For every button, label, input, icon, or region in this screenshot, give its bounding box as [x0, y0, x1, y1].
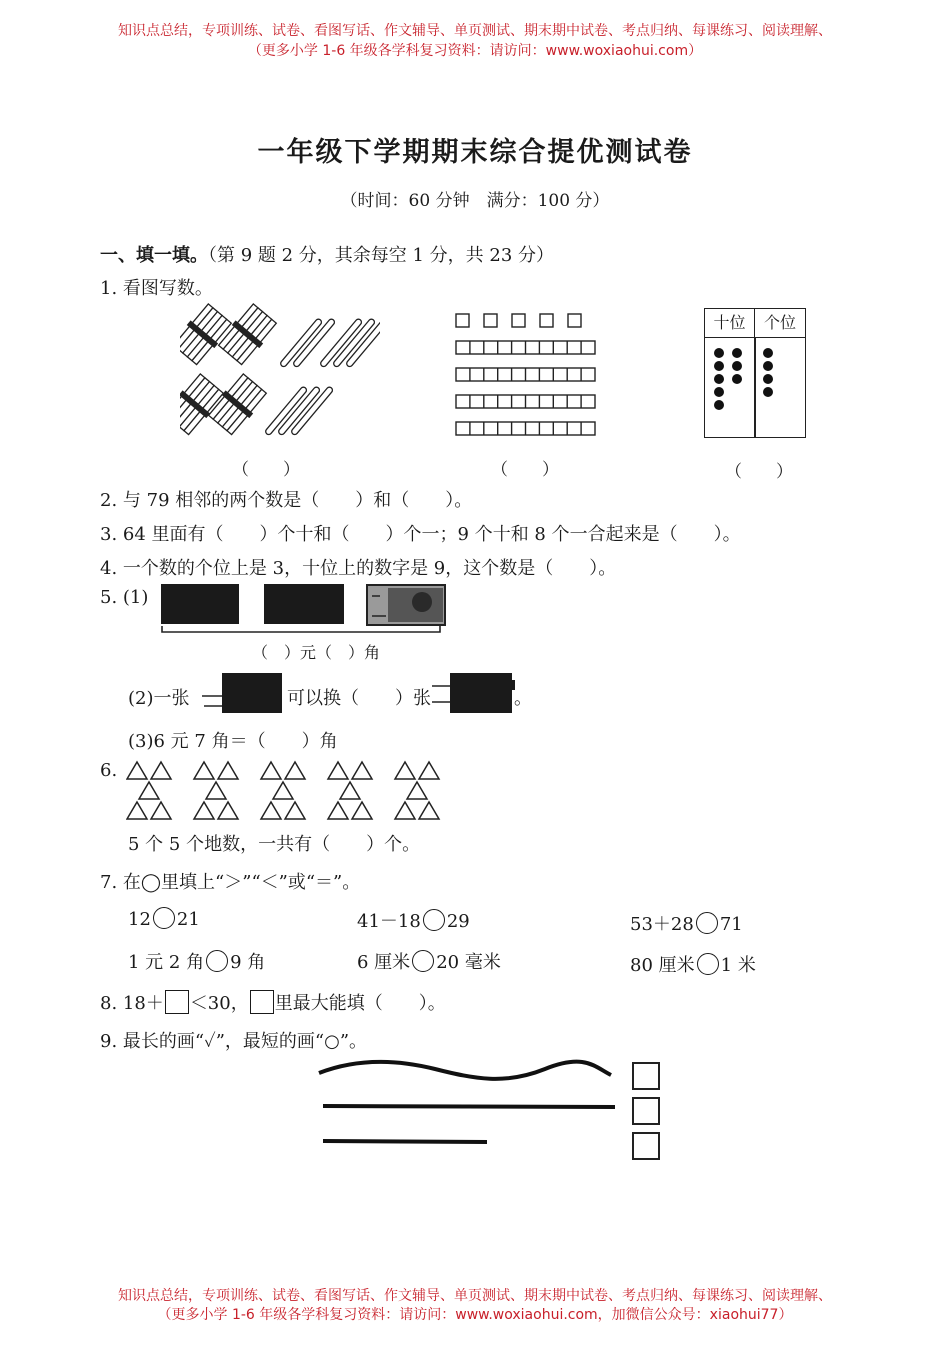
q7-item	[357, 948, 501, 974]
compare-circle[interactable]	[412, 950, 434, 972]
header-ad-line2: （更多小学 1-6 年级各学科复习资料：请访问：www.woxiaohui.com）	[247, 43, 703, 59]
answer-box[interactable]	[632, 1097, 660, 1125]
q5-sub3: (3)6 元 7 角＝（ ）角	[128, 731, 338, 752]
triangle-group	[194, 762, 238, 819]
banknote-image	[264, 584, 344, 624]
q3-text: 3. 64 里面有（ ）个十和（ ）个一；9 个十和 8 个一合起来是（ ）。	[100, 524, 741, 545]
answer-box[interactable]	[632, 1132, 660, 1160]
q7-item	[128, 948, 265, 974]
bundle-icon	[216, 302, 278, 367]
section-title: 一、填一填。	[100, 245, 208, 266]
page-title: 一年级下学期期末综合提优测试卷	[257, 137, 693, 168]
answer-box[interactable]	[165, 990, 189, 1014]
banknote-image	[161, 584, 239, 624]
banknote-image	[430, 672, 516, 714]
header-ad-line1: 知识点总结，专项训练、试卷、看图写话、作文辅导、单页测试、期末期中试卷、考点归纳、每课练习、阅读理解、	[118, 23, 832, 39]
q7-text: 7. 在◯里填上“＞”“＜”或“＝”。	[100, 872, 361, 893]
ones-header: 个位	[755, 309, 805, 338]
q7-right: 71	[719, 914, 743, 935]
q1-text: 1. 看图写数。	[100, 278, 213, 299]
short-line	[323, 1141, 487, 1142]
q7-item	[630, 951, 756, 977]
tens-header: 十位	[705, 309, 755, 338]
q5-label: 5. (1)	[100, 587, 149, 608]
answer-box[interactable]	[632, 1062, 660, 1090]
bundle-icon	[180, 302, 234, 367]
q7-right: 1 米	[720, 955, 756, 976]
bundle-icon	[206, 372, 268, 437]
compare-circle[interactable]	[153, 907, 175, 929]
long-line	[323, 1106, 615, 1107]
q6-text: 5 个 5 个地数，一共有（ ）个。	[128, 834, 421, 855]
triangles-figure	[126, 760, 456, 822]
q5-sub1-answer[interactable]: （ ）元（ ）角	[252, 643, 381, 662]
stick-bundles-figure	[180, 302, 380, 444]
squares-figure	[454, 312, 599, 442]
section-heading	[100, 241, 554, 267]
q5-sub2-a: (2)一张	[128, 688, 190, 709]
q1-blank-b[interactable]: （ ）	[491, 460, 559, 480]
q5-sub2-c: 。	[514, 688, 532, 709]
triangle-group	[328, 762, 372, 819]
q6-label: 6.	[100, 760, 118, 781]
footer-ad-line1: 知识点总结，专项训练、试卷、看图写话、作文辅导、单页测试、期末期中试卷、考点归纳、每课练习、阅读理解、	[118, 1288, 832, 1304]
section-note: （第 9 题 2 分，其余每空 1 分，共 23 分）	[208, 245, 555, 266]
q7-right: 21	[176, 909, 200, 930]
q8-part-c: 里最大能填（ ）。	[274, 993, 446, 1014]
q8-part-a: 8. 18＋	[100, 993, 164, 1014]
q7-right: 20 毫米	[436, 952, 501, 973]
q7-item	[357, 907, 470, 933]
q8-text	[100, 989, 446, 1015]
compare-circle[interactable]	[423, 909, 445, 931]
q2-text: 2. 与 79 相邻的两个数是（ ）和（ ）。	[100, 490, 473, 511]
q7-item	[630, 910, 743, 936]
page-subtitle: （时间：60 分钟 满分：100 分）	[340, 191, 610, 211]
q4-text: 4. 一个数的个位上是 3，十位上的数字是 9，这个数是（ ）。	[100, 558, 617, 579]
compare-circle[interactable]	[206, 950, 228, 972]
triangle-group	[395, 762, 439, 819]
q1-blank-c[interactable]: （ ）	[725, 462, 793, 482]
compare-circle[interactable]	[696, 912, 718, 934]
q9-text: 9. 最长的画“✓”，最短的画“○”。	[100, 1031, 368, 1052]
bead-dots	[705, 339, 805, 419]
banknote-image	[366, 584, 446, 626]
q7-left: 41－18	[357, 911, 421, 932]
q7-left: 1 元 2 角	[128, 952, 205, 973]
q7-right: 9 角	[230, 952, 266, 973]
lines-figure	[315, 1055, 625, 1150]
place-value-table	[704, 308, 806, 438]
q7-right: 29	[446, 911, 470, 932]
wavy-line	[319, 1062, 611, 1079]
answer-box[interactable]	[250, 990, 274, 1014]
triangle-group	[261, 762, 305, 819]
q1-blank-a[interactable]: （ ）	[232, 460, 300, 480]
q7-left: 80 厘米	[630, 955, 695, 976]
banknote-image	[200, 672, 284, 714]
q8-part-b: ＜30，	[189, 993, 249, 1014]
q7-left: 53＋28	[630, 914, 694, 935]
brace-icon	[160, 624, 446, 640]
q7-item	[128, 907, 200, 930]
q7-left: 12	[128, 909, 151, 930]
triangle-group	[127, 762, 171, 819]
compare-circle[interactable]	[697, 953, 719, 975]
q5-sub2-b: 可以换（ ）张	[287, 688, 431, 709]
q7-left: 6 厘米	[357, 952, 411, 973]
footer-ad-line2: （更多小学 1-6 年级各学科复习资料：请访问：www.woxiaohui.com，加微信公众号：xiaohui77）	[157, 1307, 793, 1323]
